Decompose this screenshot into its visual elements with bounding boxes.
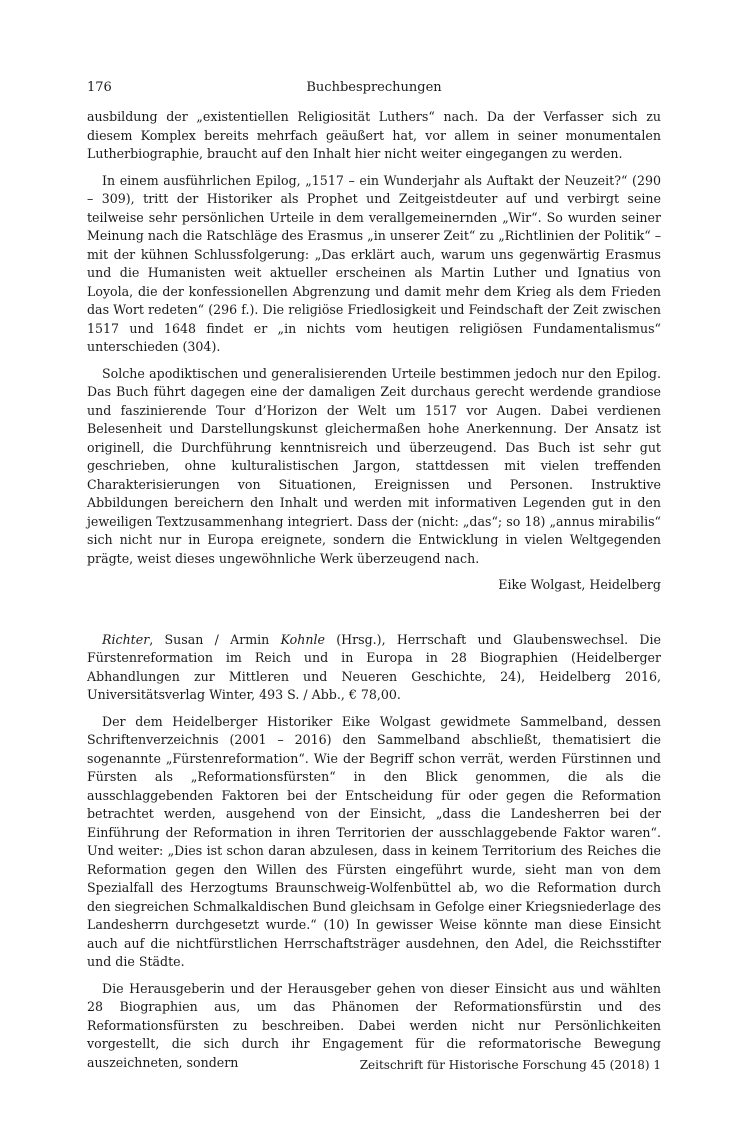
paragraph: In einem ausführlichen Epilog, „1517 – ein Wunderjahr als Auftakt der Neuzeit?“ (290 – 309), tritt der Historiker als Prophet und Zeitgeistdeuter auf und verbirgt seine teilweise sehr persönlichen Urteile in dem verallgemeinernden „Wir“. So wurden seiner Meinung nach die Ratschläge des Erasmus „in unserer Zeit“ zu „Richtlinien der Politik“ – mit der kühnen Schlussfolgerung: „Das erklärt auch, warum uns gegenwärtig Erasmus und die Humanisten weit aktueller erscheinen als Martin Luther und Ignatius von Loyola, die der konfessionellen Abgrenzung und damit mehr dem Krieg als dem Frieden das Wort redeten“ (296 f.). Die religiöse Friedlosigkeit und Feindschaft der Zeit zwischen 1517 und 1648 findet er „in nichts vom heutigen religiösen Fundamentalismus“ unterschieden (304). [87,172,661,354]
body-text [87,108,661,1072]
section-gap [87,595,661,631]
page [87,80,661,1072]
citation-author-1: Richter [102,631,150,647]
citation-middle: , Susan / Armin [149,631,281,647]
paragraph: Die Herausgeberin und der Herausgeber gehen von dieser Einsicht aus und wählten 28 Biographien aus, um das Phänomen der Reformationsfürstin und des Reformationsfürsten zu beschreiben. Dabei werden nicht nur Persönlichkeiten vorgestellt, die sich durch ihr Engagement für die reformatorische Bewegung auszeichneten, sondern [87,980,661,1070]
running-head [87,80,661,102]
paragraph: Der dem Heidelberger Historiker Eike Wolgast gewidmete Sammelband, dessen Schriftenverzeichnis (2001 – 2016) den Sammelband abschließt, thematisiert die sogenannte „Fürstenreformation“. Wie der Begriff schon verrät, werden Fürstinnen und Fürsten als „Reformationsfürsten“ in den Blick genommen, die als die ausschlaggebenden Faktoren bei der Entscheidung für oder gegen die Reformation betrachtet werden, ausgehend von der Einsicht, „dass die Landesherren bei der Einführung der Reformation in ihren Territorien der ausschlaggebende Faktor waren“. Und weiter: „Dies ist schon daran abzulesen, dass in keinem Territorium des Reiches die Reformation gegen den Willen des Fürsten eingeführt wurde, sieht man von dem Spezialfall des Herzogtums Braunschweig-Wolfenbüttel ab, wo die Reformation durch den siegreichen Schmalkaldischen Bund gleichsam in Gefolge einer Kriegsniederlage des Landesherrn durchgesetzt wurde.“ (10) In gewisser Weise könnte man diese Einsicht auch auf die nichtfürstlichen Herrschaftsträger ausdehnen, den Adel, die Reichsstifter und die Städte. [87,713,661,969]
citation-author-2: Kohnle [280,631,325,647]
reviewer-signature: Eike Wolgast, Heidelberg [498,577,661,592]
book-citation [87,631,661,705]
journal-footer: Zeitschrift für Historische Forschung 45 (2018) 1 [359,1058,661,1072]
paragraph: Solche apodiktischen und generalisierenden Urteile bestimmen jedoch nur den Epilog. Das Buch führt dagegen eine der damaligen Zeit durchaus gerecht werdende grandiose und faszinierende Tour d’Horizon der Welt um 1517 vor Augen. Dabei verdienen Belesenheit und Darstellungskunst gleichermaßen hohe Anerkennung. Der Ansatz ist originell, die Durchführung kenntnisreich und überzeugend. Das Buch ist sehr gut geschrieben, ohne kulturalistischen Jargon, stattdessen mit vielen treffenden Charakterisierungen von Situationen, Ereignissen und Personen. Instruktive Abbildungen bereichern den Inhalt und werden mit informativen Legenden gut in den jeweiligen Textzusammenhang integriert. Dass der (nicht: „das“; so 18) „annus mirabilis“ sich nicht nur in Europa ereignete, sondern die Entwicklung in vielen Weltgegenden prägte, weist dieses ungewöhnliche Werk überzeugend nach. [87,365,661,566]
page-number: 176 [87,80,112,95]
paragraph: ausbildung der „existentiellen Religiosität Luthers“ nach. Da der Verfasser sich zu diesem Komplex bereits mehrfach geäußert hat, vor allem in seiner monumentalen Lutherbiographie, braucht auf den Inhalt hier nicht weiter eingegangen zu werden. [87,109,661,161]
running-title: Buchbesprechungen [306,80,442,95]
citation-rest: (Hrsg.), Herrschaft und Glaubenswechsel. Die Fürstenreformation im Reich und in Europa in 28 Biographien (Heidelberger Abhandlungen zur Mittleren und Neueren Geschichte, 24), Heidelberg 2016, Universitätsverlag Winter, 493 S. / Abb., € 78,00. [87,631,661,702]
